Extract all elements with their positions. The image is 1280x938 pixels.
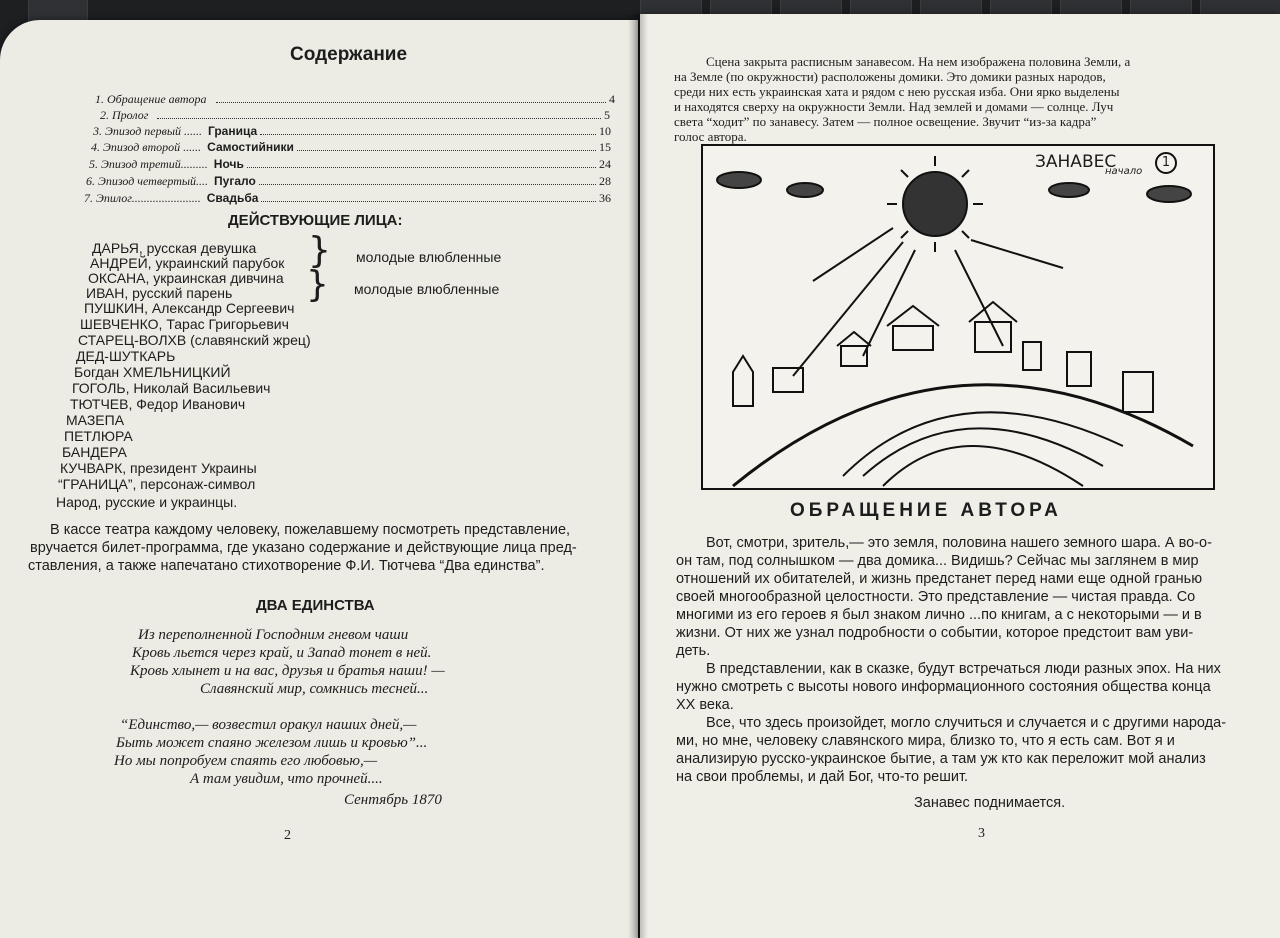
character-item: Народ, русские и украинцы.	[56, 494, 238, 510]
pair-brace: }	[306, 264, 329, 305]
poem-line: Но мы попробуем спаять его любовью,—	[114, 753, 378, 769]
poem-line: Кровь хлынет и на вас, друзья и братья наши! —	[130, 663, 445, 679]
body-line: на свои проблемы, и дай Бог, что-то решит.	[676, 769, 969, 785]
drawing-label: ЗАНАВЕС	[1035, 152, 1117, 172]
intro-line: вручается билет-программа, где указано содержание и действующие лица пред-	[30, 540, 577, 556]
toc-row: 2. Пролог 5	[100, 108, 610, 122]
toc-row: 6. Эпизод четвертый.... Пугало 28	[86, 174, 611, 188]
poem-title: ДВА ЕДИНСТВА	[256, 597, 375, 614]
pair-brace: }	[308, 230, 331, 271]
character-item: ГОГОЛЬ, Николай Васильевич	[72, 380, 271, 396]
drawing-sublabel: начало	[1105, 166, 1143, 177]
character-item: БАНДЕРА	[62, 444, 127, 460]
character-item: ТЮТЧЕВ, Федор Иванович	[70, 396, 246, 412]
curtain-drawing	[701, 144, 1215, 490]
stage-text-line: голос автора.	[674, 129, 747, 144]
poem-line: А там увидим, что прочней....	[190, 771, 383, 787]
characters-title: ДЕЙСТВУЮЩИЕ ЛИЦА:	[228, 212, 403, 229]
book-spine	[628, 14, 648, 938]
character-item: ШЕВЧЕНКО, Тарас Григорьевич	[80, 316, 289, 332]
toc-row: 4. Эпизод второй ...... Самостийники 15	[91, 140, 611, 154]
body-line: жизни. От них же узнал подробности о событии, которое предстоит вам уви-	[676, 625, 1194, 641]
body-line: он там, под солнышком — два домика... Видишь? Сейчас мы заглянем в мир	[676, 553, 1199, 569]
intro-line: ставления, а также напечатано стихотворение Ф.И. Тютчева “Два единства”.	[28, 558, 545, 574]
stage-text-line: на Земле (по окружности) расположены домики. Это домики разных народов,	[674, 69, 1106, 84]
stage-text-line: Сцена закрыта расписным занавесом. На нем изображена половина Земли, а	[706, 54, 1131, 69]
toc-row: 7. Эпилог....................... Свадьба 36	[84, 191, 611, 205]
poem-line: Славянский мир, сомкнись тесней...	[200, 681, 429, 697]
character-item: Богдан ХМЕЛЬНИЦКИЙ	[74, 364, 231, 380]
poem-line: Кровь льется через край, и Запад тонет в ней.	[132, 645, 432, 661]
curtain-illustration	[703, 146, 1213, 488]
poem-date: Сентябрь 1870	[344, 792, 442, 808]
character-item: ПУШКИН, Александр Сергеевич	[84, 300, 295, 316]
poem-line: Из переполненной Господним гневом чаши	[138, 627, 409, 643]
stage-text-line: и находятся сверху на окружности Земли. Над землей и домами — солнце. Луч	[674, 99, 1114, 114]
body-line: Вот, смотри, зритель,— это земля, половина нашего земного шара. А во-о-	[706, 535, 1212, 551]
character-item: ДАРЬЯ, русская девушка	[92, 240, 257, 256]
body-line: XX века.	[676, 697, 734, 713]
character-item: ИВАН, русский парень	[86, 285, 233, 301]
page-number: 2	[284, 828, 291, 843]
body-line: своей многообразной целостности. Это представление — чистая правда. Со	[676, 589, 1196, 605]
character-item: ПЕТЛЮРА	[64, 428, 133, 444]
body-line: Занавес поднимается.	[914, 795, 1066, 811]
body-line: ми, но мне, человеку славянского мира, близко то, что я есть сам. Вот я и	[676, 733, 1175, 749]
toc-row: 5. Эпизод третий......... Ночь 24	[89, 157, 611, 171]
body-line: деть.	[676, 643, 711, 659]
body-line: анализирую русско-украинское бытие, а там уж кто как переложит мой анализ	[676, 751, 1206, 767]
character-item: СТАРЕЦ-ВОЛХВ (славянский жрец)	[78, 332, 311, 348]
body-line: многими из его героев я был знаком лично ...по книгам, а с некоторыми — и в	[676, 607, 1202, 623]
pair-note: молодые влюбленные	[354, 281, 500, 297]
section-title: ОБРАЩЕНИЕ АВТОРА	[790, 500, 1062, 521]
character-item: КУЧВАРК, президент Украины	[60, 460, 257, 476]
character-item: АНДРЕЙ, украинский парубок	[90, 255, 285, 271]
character-item: “ГРАНИЦА”, персонаж-символ	[58, 476, 256, 492]
body-line: отношений их обитателей, и жизнь предстанет перед нами еще одной гранью	[676, 571, 1203, 587]
page-number: 3	[978, 826, 985, 841]
intro-line: В кассе театра каждому человеку, пожелавшему посмотреть представление,	[50, 522, 571, 538]
pair-note: молодые влюбленные	[356, 249, 502, 265]
toc-row: 1. Обращение автора 4	[95, 92, 615, 106]
body-line: нужно смотреть с высоты нового информационного состояния общества конца	[676, 679, 1211, 695]
character-item: ОКСАНА, украинская дивчина	[88, 270, 284, 286]
drawing-number: 1	[1155, 152, 1177, 174]
poem-line: “Единство,— возвестил оракул наших дней,—	[120, 717, 417, 733]
character-item: МАЗЕПА	[66, 412, 125, 428]
toc-row: 3. Эпизод первый ...... Граница 10	[93, 124, 611, 138]
stage-text-line: среди них есть украинская хата и рядом с нею русская изба. Они ярко выделены	[674, 84, 1120, 99]
body-line: Все, что здесь произойдет, могло случиться и случается и с другими народа-	[706, 715, 1227, 731]
body-line: В представлении, как в сказке, будут встречаться люди разных эпох. На них	[706, 661, 1221, 677]
character-item: ДЕД-ШУТКАРЬ	[76, 348, 176, 364]
stage-text-line: света “ходит” по занавесу. Затем — полное освещение. Звучит “из-за кадра”	[674, 114, 1097, 129]
poem-line: Быть может спаяно железом лишь и кровью”...	[116, 735, 428, 751]
toc-title: Содержание	[290, 44, 408, 65]
